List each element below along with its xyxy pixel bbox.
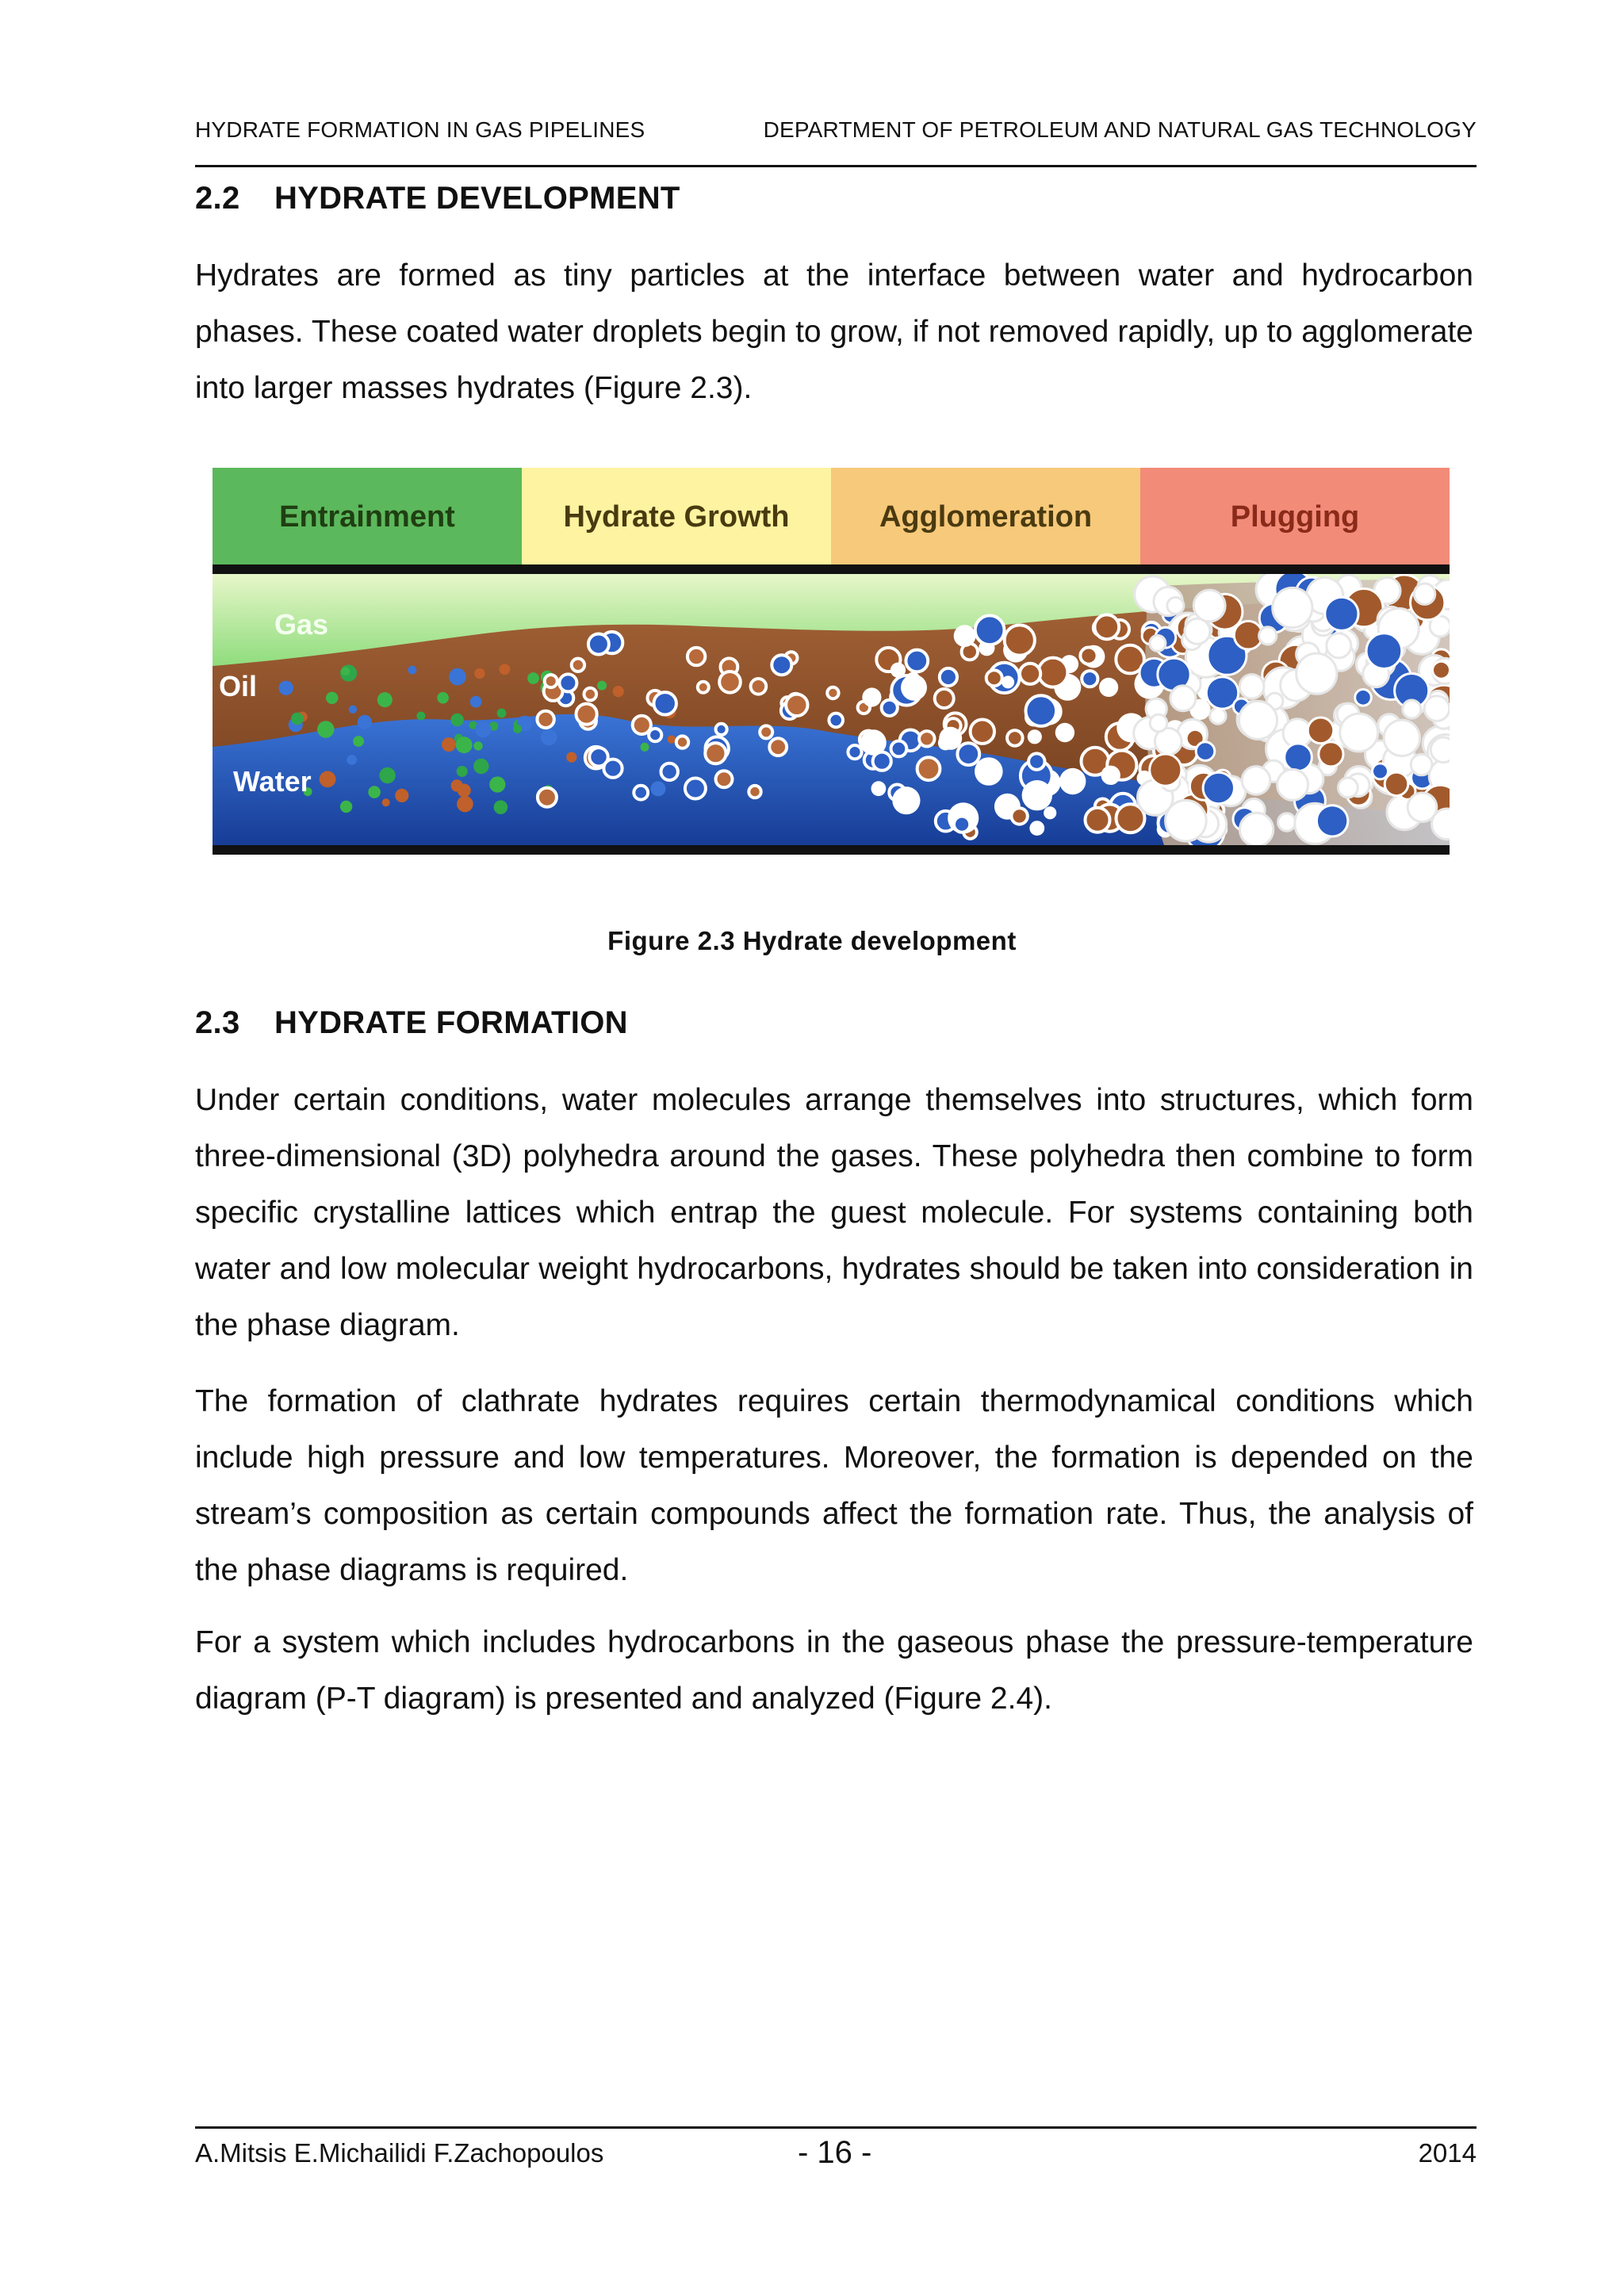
hydrate-particle: [1273, 587, 1312, 627]
hydrate-particle: [829, 714, 843, 728]
hydrate-particle: [1431, 737, 1450, 763]
footer-year: 2014: [1418, 2138, 1477, 2168]
hydrate-particle: [1080, 648, 1097, 664]
hydrate-particle: [1203, 772, 1234, 803]
running-header: [195, 113, 1477, 167]
hydrate-particle: [1028, 729, 1042, 744]
hydrate-particle: [559, 674, 576, 691]
hydrate-particle: [651, 781, 666, 796]
paragraph: The formation of clathrate hydrates requires certain thermodynamical conditions which include high pressure and low temperatures. Moreover, the formation is depended on the stream’s composition as certain compounds affect the formation rate. Thus, the analysis of the phase diagrams is required.: [195, 1384, 1473, 1587]
hydrate-particle: [326, 692, 338, 704]
stage-label: Hydrate Growth: [563, 500, 790, 534]
hydrate-particle: [1011, 808, 1027, 824]
hydrate-particle: [358, 715, 372, 729]
hydrate-particle: [786, 695, 807, 716]
hydrate-particle: [1327, 633, 1351, 658]
hydrate-particle: [705, 743, 726, 763]
hydrate-particle: [919, 731, 934, 746]
hydrate-particle: [1150, 754, 1182, 786]
hydrate-particle: [668, 735, 676, 743]
hydrate-particle: [1082, 671, 1097, 687]
hydrate-particle: [769, 738, 787, 756]
section-heading-2-2: [195, 181, 680, 216]
hydrate-particle: [437, 692, 449, 704]
hydrate-particle: [1240, 813, 1274, 846]
hydrate-particle: [1166, 800, 1207, 841]
hydrate-particle: [954, 625, 976, 647]
hydrate-particle: [1325, 597, 1358, 630]
hydrate-particle: [971, 720, 994, 744]
hydrate-particle: [772, 655, 791, 675]
hydrate-particle: [634, 786, 648, 800]
hydrate-particle: [661, 763, 678, 780]
hydrate-particle: [891, 741, 907, 757]
hydrate-particle: [1424, 696, 1450, 721]
hydrate-particle: [1150, 635, 1166, 651]
hydrate-particle: [1038, 658, 1067, 687]
hydrate-particle: [353, 736, 364, 747]
hydrate-particle: [341, 667, 350, 675]
hydrate-particle: [449, 668, 466, 686]
section-number: 2.3: [195, 1005, 240, 1040]
stage-label: Entrainment: [279, 500, 455, 534]
hydrate-particle: [588, 634, 609, 655]
hydrate-particle: [279, 681, 293, 695]
hydrate-particle: [473, 741, 482, 750]
hydrate-particle: [1297, 653, 1337, 694]
hydrate-particle: [538, 788, 557, 807]
hydrate-particle: [379, 767, 395, 783]
pipe-bottom-wall: [213, 844, 1450, 855]
hydrate-particle: [676, 736, 688, 748]
hydrate-particle: [1319, 742, 1343, 767]
hydrate-particle: [1055, 723, 1074, 742]
hydrate-particle: [442, 737, 456, 752]
hydrate-particle: [1099, 678, 1118, 697]
hydrate-particle: [716, 771, 733, 787]
hydrate-particle: [494, 800, 508, 814]
hydrate-particle: [320, 771, 336, 787]
hydrate-particle: [1167, 597, 1184, 614]
hydrate-particle: [1007, 730, 1023, 746]
hydrate-particle: [456, 737, 473, 753]
hydrate-particle: [473, 759, 488, 774]
hydrate-particle: [871, 781, 887, 796]
hydrate-particle: [975, 615, 1005, 645]
hydrate-particle: [862, 687, 881, 706]
hydrate-particle: [527, 672, 539, 684]
hydrate-particle: [603, 760, 622, 778]
hydrate-particle: [1433, 661, 1450, 679]
hydrate-particle: [939, 727, 962, 750]
paragraph: Under certain conditions, water molecules arrange themselves into structures, which form three-dimensional (3D) polyhedra around the gases. These polyhedra then combine to form specific crystalline lattices which entrap the guest molecule. For systems containing both water and low molecular weight hydrocarbons, hydrates should be taken into consideration in the phase diagram.: [195, 1083, 1473, 1342]
hydrate-particle: [1239, 675, 1264, 699]
hydrate-particle: [860, 729, 887, 756]
hydrate-particle: [1339, 778, 1358, 798]
section-number: 2.2: [195, 181, 240, 216]
hydrate-particle: [688, 648, 705, 665]
paragraph: For a system which includes hydrocarbons in the gaseous phase the pressure-temperature diagram (P-T diagram) is presented and analyzed (Figure 2.4).: [195, 1625, 1473, 1716]
hydrate-particle: [827, 687, 838, 698]
hydrate-particle: [1278, 813, 1296, 831]
hydrate-particle: [935, 689, 954, 708]
hydrate-particle: [1308, 718, 1334, 744]
hydrate-particle: [545, 675, 557, 687]
stage-label: Agglomeration: [879, 500, 1093, 534]
hydrate-particle: [537, 711, 553, 728]
hydrate-particle: [1366, 633, 1402, 669]
hydrate-particle: [906, 672, 921, 687]
hydrate-particle: [906, 650, 928, 672]
hydrate-particle: [1044, 806, 1056, 819]
hydrate-particle: [1316, 806, 1347, 836]
hydrate-particle: [685, 779, 706, 799]
hydrate-particle: [654, 692, 676, 714]
hydrate-particle: [1285, 744, 1312, 771]
hydrate-particle: [954, 817, 970, 832]
hydrate-particle: [751, 679, 767, 695]
hydrate-particle: [475, 721, 492, 738]
stage-label: Plugging: [1230, 500, 1360, 534]
hydrate-particle: [917, 757, 940, 780]
hydrate-particle: [474, 668, 485, 679]
hydrate-particle: [1259, 627, 1277, 645]
hydrate-particle: [340, 801, 352, 813]
hydrate-particle: [698, 682, 709, 693]
hydrate-particle: [1086, 808, 1110, 832]
hydrate-particle: [1242, 767, 1270, 795]
hydrate-particle: [633, 716, 651, 734]
hydrate-development-figure: [213, 468, 1450, 864]
hydrate-particle: [584, 688, 597, 701]
paragraph: Hydrates are formed as tiny particles at the interface between water and hydrocarbon phases. These coated water droplets begin to grow, if not removed rapidly, up to agglomerate into larger masses hydrates (Figure 2.3).: [195, 258, 1473, 405]
hydrate-particle: [541, 729, 557, 745]
hydrate-particle: [1020, 664, 1040, 684]
hydrate-particle: [760, 725, 772, 738]
hydrate-particle: [470, 696, 482, 708]
hydrate-particle: [1384, 720, 1419, 756]
hydrate-particle: [291, 713, 304, 725]
hydrate-particle: [1403, 700, 1421, 718]
hydrate-particle: [1340, 714, 1378, 752]
hydrate-particle: [1414, 584, 1434, 604]
hydrate-particle: [572, 659, 584, 672]
hydrate-particle: [450, 714, 463, 726]
hydrate-particle: [749, 786, 760, 798]
hydrate-particle: [719, 672, 741, 693]
hydrate-particle: [458, 784, 471, 798]
section-title: HYDRATE DEVELOPMENT: [274, 181, 680, 216]
hydrate-particle: [957, 743, 979, 765]
hydrate-particle: [457, 796, 473, 813]
hydrate-particle: [1196, 742, 1215, 761]
hydrate-particle: [1101, 766, 1120, 785]
page-number: - 16 -: [798, 2135, 872, 2170]
hydrate-particle: [1005, 625, 1035, 655]
running-footer: [195, 2126, 1477, 2176]
hydrate-particle: [457, 766, 468, 777]
hydrate-particle: [408, 666, 417, 675]
hydrate-particle: [1411, 754, 1432, 775]
hydrate-particle: [613, 686, 624, 697]
hydrate-particle: [1002, 675, 1014, 688]
hydrate-particle: [1059, 768, 1086, 794]
section-title: HYDRATE FORMATION: [274, 1005, 628, 1040]
figure-caption: Figure 2.3 Hydrate development: [607, 926, 1017, 955]
hydrate-particle: [975, 757, 1003, 786]
hydrate-particle: [347, 755, 357, 765]
hydrate-particle: [1170, 686, 1196, 711]
hydrate-particle: [497, 709, 507, 718]
hydrate-particle: [1385, 772, 1408, 796]
hydrate-particle: [1028, 753, 1044, 769]
hydrate-particle: [1355, 690, 1372, 706]
hydrate-particle: [641, 743, 649, 752]
hydrate-particle: [1022, 780, 1052, 810]
hydrate-particle: [940, 668, 957, 686]
hydrate-particle: [986, 670, 1002, 686]
stage-banner-row: [213, 468, 1450, 564]
hydrate-particle: [395, 789, 408, 802]
header-department: DEPARTMENT OF PETROLEUM AND NATURAL GAS TECHNOLOGY: [763, 117, 1477, 142]
hydrate-particle: [848, 745, 861, 759]
hydrate-particle: [1239, 701, 1277, 739]
hydrate-particle: [1150, 714, 1167, 732]
header-left-title: HYDRATE FORMATION IN GAS PIPELINES: [195, 117, 645, 142]
hydrate-particle: [489, 776, 505, 792]
hydrate-particle: [382, 798, 390, 806]
footer-authors: A.Mitsis E.Michailidi F.Zachopoulos: [195, 2138, 604, 2168]
hydrate-particle: [576, 704, 597, 725]
hydrate-particle: [1029, 821, 1044, 836]
phase-label-water: Water: [233, 765, 312, 798]
hydrate-particle: [1094, 614, 1119, 639]
hydrate-particle: [368, 786, 381, 798]
hydrate-particle: [892, 786, 920, 814]
hydrate-particle: [513, 725, 522, 733]
section-heading-2-3: [195, 1005, 628, 1041]
hydrate-particle: [1193, 590, 1225, 622]
pipe-top-wall: [213, 564, 1450, 576]
hydrate-particle: [716, 724, 727, 735]
hydrate-particle: [317, 721, 334, 737]
hydrate-particle: [1277, 769, 1308, 800]
figure-illustration: [213, 468, 1450, 864]
hydrate-particle: [597, 681, 607, 691]
hydrate-particle: [1408, 793, 1437, 822]
hydrate-particle: [416, 712, 425, 721]
hydrate-particle: [377, 692, 393, 707]
hydrate-particle: [1026, 695, 1057, 726]
hydrate-particle: [1210, 708, 1226, 724]
hydrate-particle: [349, 706, 357, 714]
phase-label-gas: Gas: [274, 608, 329, 641]
hydrate-particle: [500, 664, 511, 675]
hydrate-particle: [566, 752, 576, 763]
phase-label-oil: Oil: [219, 670, 258, 702]
